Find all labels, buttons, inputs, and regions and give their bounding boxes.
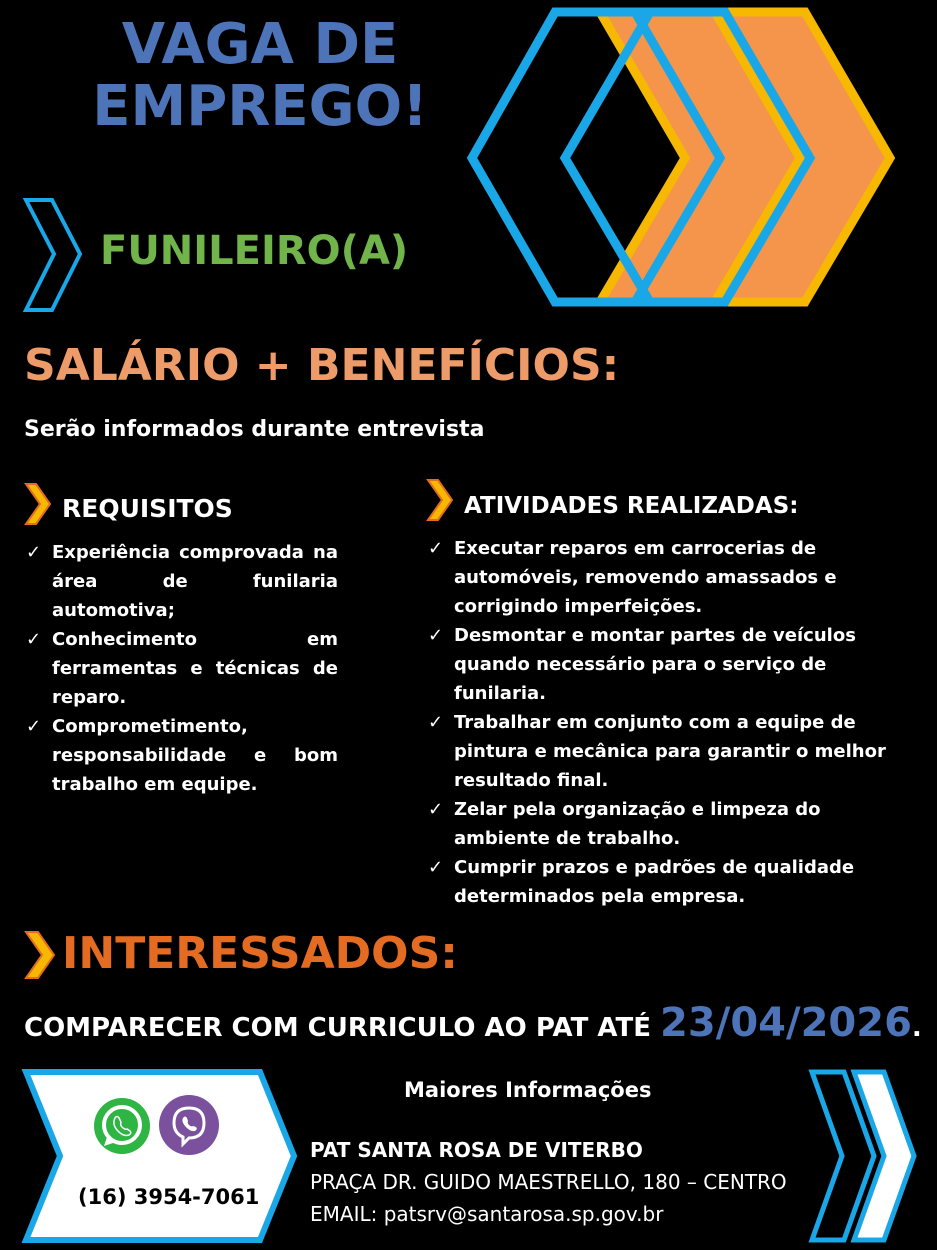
- check-icon: ✓: [428, 538, 444, 559]
- job-role: FUNILEIRO(A): [100, 228, 409, 274]
- double-chevron-right-icon: [808, 1066, 920, 1246]
- activities-heading: ATIVIDADES REALIZADAS:: [464, 493, 799, 519]
- viber-icon: [158, 1094, 220, 1156]
- cta-suffix: .: [911, 1013, 922, 1043]
- chevron-right-icon: [24, 930, 56, 980]
- organization-name: PAT SANTA ROSA DE VITERBO: [310, 1138, 643, 1162]
- list-item: ✓ Comprometimento, responsabilidade e bom trabalho em equipe.: [24, 712, 338, 799]
- title-line-2: EMPREGO!: [92, 74, 428, 139]
- check-icon: ✓: [26, 716, 42, 737]
- chevron-right-icon: [426, 478, 454, 522]
- decorative-hexagon-graphic: [460, 0, 930, 320]
- contact-heading: Maiores Informações: [404, 1078, 652, 1102]
- list-item: ✓ Cumprir prazos e padrões de qualidade determinados pela empresa.: [426, 853, 896, 911]
- list-item: ✓ Desmontar e montar partes de veículos quando necessário para o serviço de funilaria.: [426, 621, 896, 708]
- page-title: [60, 14, 460, 138]
- list-item: ✓ Executar reparos em carrocerias de automóveis, removendo amassados e corrigindo imperfeições.: [426, 534, 896, 621]
- address: PRAÇA DR. GUIDO MAESTRELLO, 180 – CENTRO: [310, 1170, 787, 1194]
- salary-heading: SALÁRIO + BENEFÍCIOS:: [24, 340, 620, 391]
- check-icon: ✓: [428, 857, 444, 878]
- email: EMAIL: patsrv@santarosa.sp.gov.br: [310, 1202, 664, 1226]
- requirements-heading: REQUISITOS: [62, 494, 233, 523]
- list-item: ✓ Trabalhar em conjunto com a equipe de pintura e mecânica para garantir o melhor resultado final.: [426, 708, 896, 795]
- chevron-right-icon: [24, 482, 52, 526]
- contact-panel: [20, 1066, 300, 1246]
- cta-text: COMPARECER COM CURRICULO AO PAT ATÉ: [24, 1013, 661, 1043]
- check-icon: ✓: [428, 799, 444, 820]
- chevron-right-icon: [22, 196, 86, 316]
- list-item: ✓ Conhecimento em ferramentas e técnicas de reparo.: [24, 625, 338, 712]
- whatsapp-icon: [92, 1096, 152, 1156]
- check-icon: ✓: [26, 542, 42, 563]
- check-icon: ✓: [26, 629, 42, 650]
- call-to-action: [24, 1000, 922, 1046]
- activities-list: [426, 534, 896, 911]
- list-item: ✓ Experiência comprovada na área de funilaria automotiva;: [24, 538, 338, 625]
- requirements-list: [24, 538, 338, 799]
- phone-number: (16) 3954-7061: [78, 1185, 260, 1209]
- check-icon: ✓: [428, 625, 444, 646]
- interested-heading: INTERESSADOS:: [62, 928, 458, 979]
- check-icon: ✓: [428, 712, 444, 733]
- salary-text: Serão informados durante entrevista: [24, 417, 485, 442]
- list-item: ✓ Zelar pela organização e limpeza do ambiente de trabalho.: [426, 795, 896, 853]
- deadline-date: 23/04/2026: [660, 1000, 912, 1046]
- title-line-1: VAGA DE: [121, 12, 399, 77]
